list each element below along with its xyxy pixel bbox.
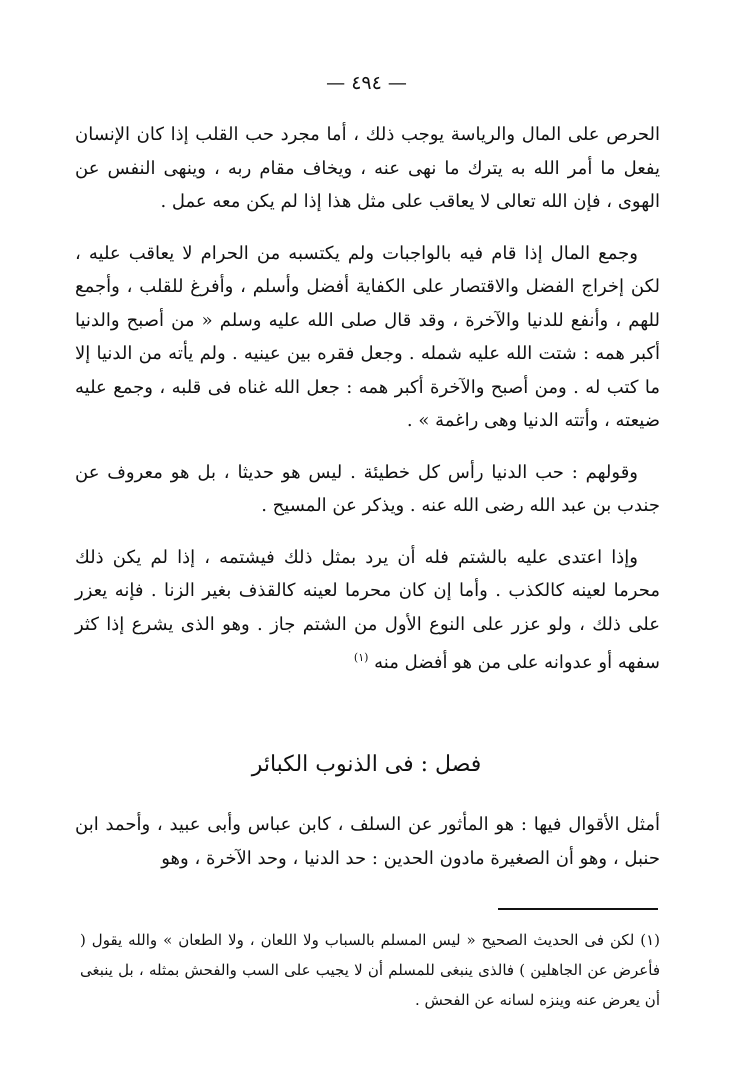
page-number: — ٤٩٤ — bbox=[326, 72, 407, 94]
paragraph-5: أمثل الأقوال فيها : هو المأثور عن السلف ، كابن عباس وأبى عبيد ، وأحمد ابن حنبل ، وهو أن الصغيرة مادون الحدين : حد الدنيا ، وحد الآخرة ، وهو bbox=[75, 814, 660, 869]
footnote-divider bbox=[498, 908, 658, 910]
paragraph-1: الحرص على المال والرياسة يوجب ذلك ، أما مجرد حب القلب إذا كان الإنسان يفعل ما أمر الله به يترك ما نهى عنه ، ويخاف مقام ربه ، وينهى النفس عن الهوى ، فإن الله تعالى لا يعاقب على مثل هذا إذا لم يكن معه عمل . bbox=[75, 124, 660, 212]
footnote-text: (١) لكن فى الحديث الصحيح « ليس المسلم بالسباب ولا اللعان ، ولا الطعان » والله يقول ( فأعرض عن الجاهلين ) فالذى ينبغى للمسلم أن لا يجيب على السب والفحش بمثله ، بل ينبغى أن يعرض عنه وينزه لسانه عن الفحش . bbox=[80, 931, 660, 1009]
paragraph-4-text: وإذا اعتدى عليه بالشتم فله أن يرد بمثل ذلك فيشتمه ، إذا لم يكن ذلك محرما لعينه كالكذب . وأما إن كان محرما لعينه كالقذف بغير الزنا . فإنه يعزر على ذلك ، ولو عزر على النوع الأول من الشتم جاز . وهو الذى يشرع إذا كثر سفهه أو عدوانه على من هو أفضل منه bbox=[75, 546, 660, 673]
paragraph-2: وجمع المال إذا قام فيه بالواجبات ولم يكتسبه من الحرام لا يعاقب عليه ، لكن إخراج الفضل والاقتصار على الكفاية أفضل وأسلم ، وأفرغ للقلب ، وأجمع للهم ، وأنفع للدنيا والآخرة ، وقد قال صلى الله عليه وسلم « من أصبح والدنيا أكبر همه : شتت الله عليه شمله . وجعل فقره بين عينيه . ولم يأته من الدنيا إلا ما كتب له . ومن أصبح والآخرة أكبر همه : جعل الله غناه فى قلبه ، وجمع عليه ضيعته ، وأتته الدنيا وهى راغمة » . bbox=[75, 242, 660, 431]
paragraph-3: وقولهم : حب الدنيا رأس كل خطيئة . ليس هو حديثا ، بل هو معروف عن جندب بن عبد الله رضى الله عنه . ويذكر عن المسيح . bbox=[75, 461, 660, 516]
footnote bbox=[80, 925, 660, 1015]
section-heading: فصل : فى الذنوب الكبائر bbox=[251, 752, 482, 777]
paragraph-4 bbox=[75, 541, 660, 680]
main-text bbox=[75, 118, 660, 698]
footnote-reference: (١) bbox=[353, 651, 369, 664]
closing-text bbox=[75, 808, 660, 893]
